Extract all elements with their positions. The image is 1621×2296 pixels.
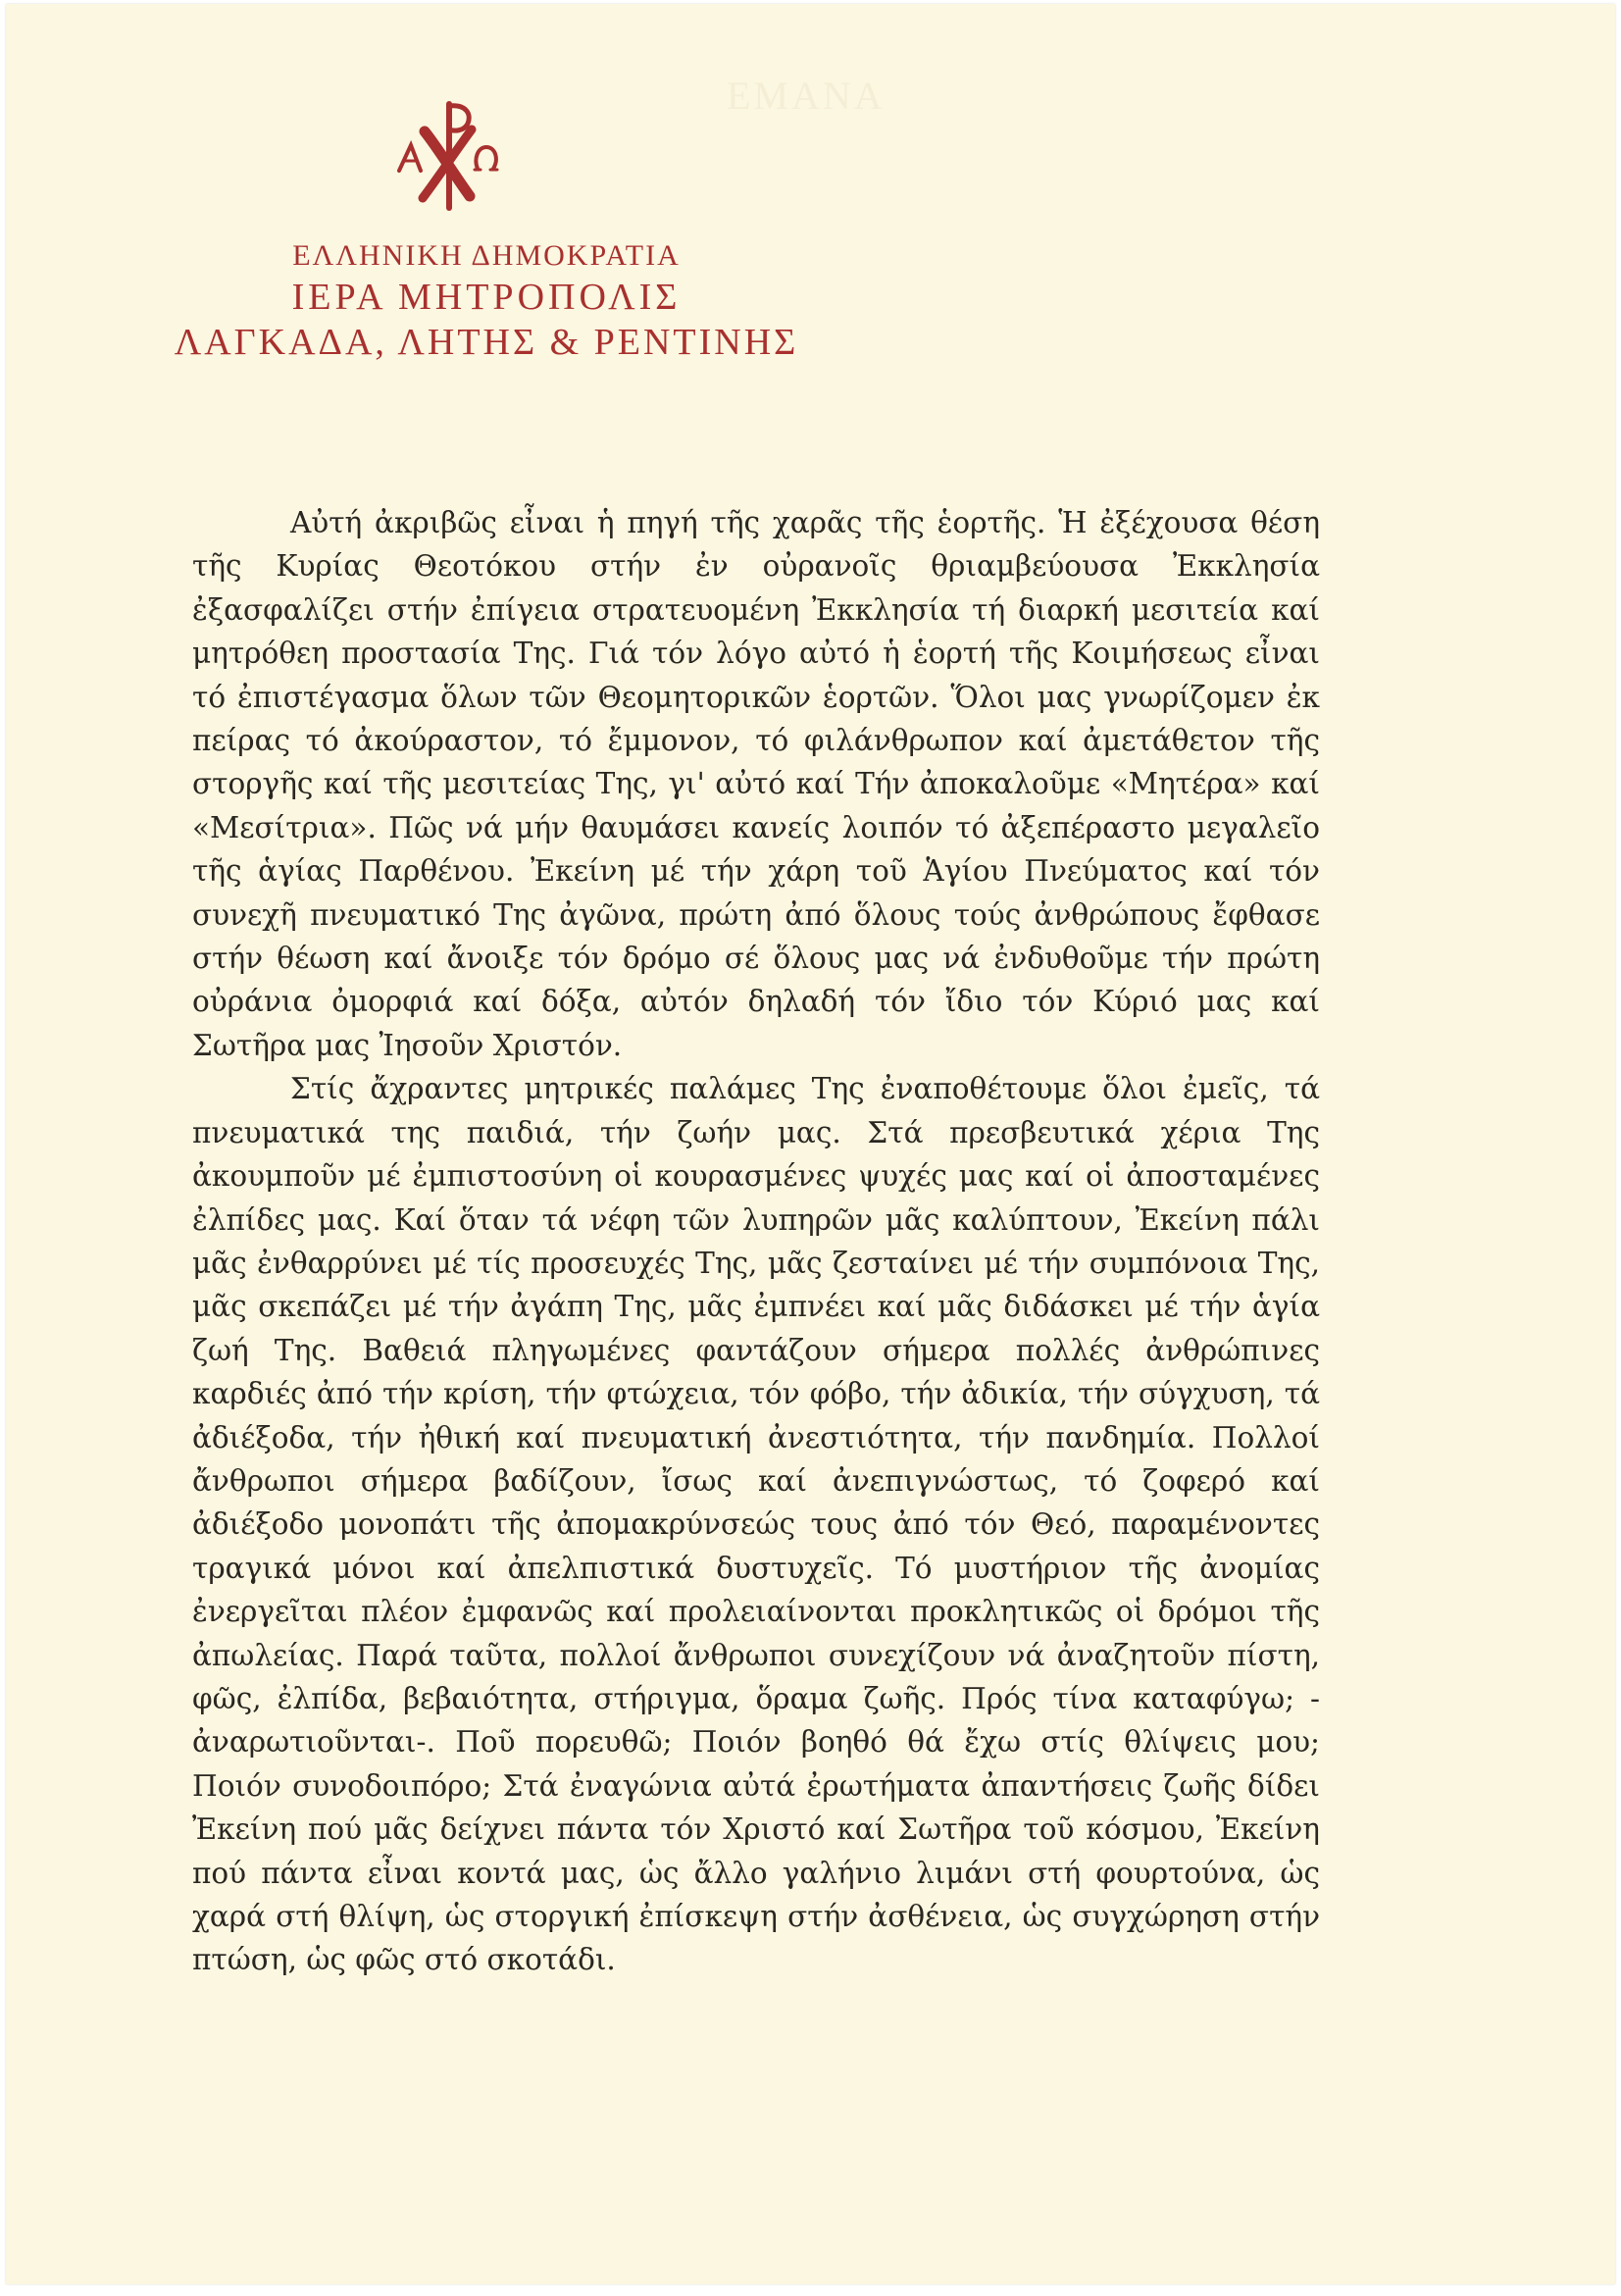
letterhead-line-republic: ΕΛΛΗΝΙΚΗ ΔΗΜΟΚΡΑΤΙΑ [292,239,681,272]
chi-rho-alpha-omega-icon [393,98,501,214]
letterhead [133,98,839,365]
body-paragraph: Στίς ἄχραντες μητρικές παλάμες Της ἐναποθέτουμε ὅλοι ἐμεῖς, τά πνευματικά της παιδιά, τήν ζωήν μας. Στά πρεσβευτικά χέρια Της ἀκουμποῦν μέ ἐμπιστοσύνη οἱ κουρασμένες ψυχές μας καί οἱ ἀποσταμένες ἐλπίδες μας. Καί ὅταν τά νέφη τῶν λυπηρῶν μᾶς καλύπτουν, Ἐκείνη πάλι μᾶς ἐνθαρρύνει μέ τίς προσευχές Της, μᾶς ζεσταίνει μέ τήν συμπόνοια Της, μᾶς σκεπάζει μέ τήν ἀγάπη Της, μᾶς ἐμπνέει καί μᾶς διδάσκει μέ τήν ἁγία ζωή Της. Βαθειά πληγωμένες φαντάζουν σήμερα πολλές ἀνθρώπινες καρδιές ἀπό τήν κρίση, τήν φτώχεια, τόν φόβο, τήν ἀδικία, τήν σύγχυση, τά ἀδιέξοδα, τήν ἠθική καί πνευματική ἀνεστιότητα, τήν πανδημία. Πολλοί ἄνθρωποι σήμερα βαδίζουν, ἴσως καί ἀνεπιγνώστως, τό ζοφερό καί ἀδιέξοδο μονοπάτι τῆς ἀπομακρύνσεώς τους ἀπό τόν Θεό, παραμένοντες τραγικά μόνοι καί ἀπελπιστικά δυστυχεῖς. Τό μυστήριον τῆς ἀνομίας ἐνεργεῖται πλέον ἐμφανῶς καί προλειαίνονται προκλητικῶς οἱ δρόμοι τῆς ἀπωλείας. Παρά ταῦτα, πολλοί ἄνθρωποι συνεχίζουν νά ἀναζητοῦν πίστη, φῶς, ἐλπίδα, βεβαιότητα, στήριγμα, ὅραμα ζωῆς. Πρός τίνα καταφύγω; - ἀναρωτιοῦνται-. Ποῦ πορευθῶ; Ποιόν βοηθό θά ἔχω στίς θλίψεις μου; Ποιόν συνοδοιπόρο; Στά ἐναγώνια αὐτά ἐρωτήματα ἀπαντήσεις ζωῆς δίδει Ἐκείνη πού μᾶς δείχνει πάντα τόν Χριστό καί Σωτῆρα τοῦ κόσμου, Ἐκείνη πού πάντα εἶναι κοντά μας, ὡς ἄλλο γαλήνιο λιμάνι στή φουρτούνα, ὡς χαρά στή θλίψη, ὡς στοργική ἐπίσκεψη στήν ἀσθένεια, ὡς συγχώρηση στήν πτώση, ὡς φῶς στό σκοτάδι. [192,1072,1320,1977]
watermark: ΕΜΑΝΑ [727,74,886,118]
letterhead-line-diocese: ΛΑΓΚΑΔΑ, ΛΗΤΗΣ & ΡΕΝΤΙΝΗΣ [174,322,799,363]
body-paragraph: Αὐτή ἀκριβῶς εἶναι ἡ πηγή τῆς χαρᾶς τῆς ἑορτῆς. Ἡ ἐξέχουσα θέση τῆς Κυρίας Θεοτόκου στήν ἐν οὐρανοῖς θριαμβεύουσα Ἐκκλησία ἐξασφαλίζει στήν ἐπίγεια στρατευομένη Ἐκκλησία τή διαρκή μεσιτεία καί μητρόθεη προστασία Της. Γιά τόν λόγο αὐτό ἡ ἑορτή τῆς Κοιμήσεως εἶναι τό ἐπιστέγασμα ὅλων τῶν Θεομητορικῶν ἑορτῶν. Ὅλοι μας γνωρίζομεν ἐκ πείρας τό ἀκούραστον, τό ἔμμονον, τό φιλάνθρωπον καί ἀμετάθετον τῆς στοργῆς καί τῆς μεσιτείας Της, γι' αὐτό καί Τήν ἀποκαλοῦμε «Μητέρα» καί «Μεσίτρια». Πῶς νά μήν θαυμάσει κανείς λοιπόν τό ἀξεπέραστο μεγαλεῖο τῆς ἁγίας Παρθένου. Ἐκείνη μέ τήν χάρη τοῦ Ἁγίου Πνεύματος καί τόν συνεχῆ πνευματικό Της ἀγῶνα, πρώτη ἀπό ὅλους τούς ἀνθρώπους ἔφθασε στήν θέωση καί ἄνοιξε τόν δρόμο σέ ὅλους μας νά ἐνδυθοῦμε τήν πρώτη οὐράνια ὀμορφιά καί δόξα, αὐτόν δηλαδή τόν ἴδιο τόν Κύριό μας καί Σωτῆρα μας Ἰησοῦν Χριστόν. [192,506,1320,1062]
letterhead-line-metropolis: ΙΕΡΑ ΜΗΤΡΟΠΟΛΙΣ [291,277,682,318]
letter-page [6,4,1615,2284]
letter-body [192,501,1320,1982]
